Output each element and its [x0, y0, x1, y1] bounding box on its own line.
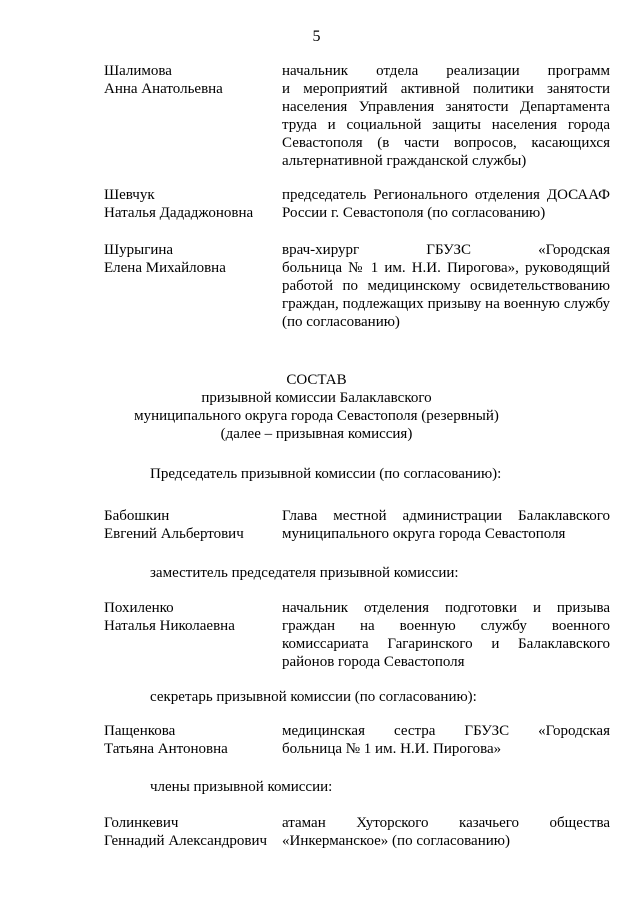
member-surname: Бабошкин	[104, 508, 170, 524]
role-line: медицинская сестра ГБУЗС «Городская	[282, 723, 610, 739]
role-line: председатель Регионального отделения ДОСААФ	[282, 187, 610, 203]
role-line: начальник отдела реализации программ	[282, 63, 610, 79]
member-name	[104, 507, 279, 543]
member-name	[104, 722, 279, 758]
member-role	[282, 241, 610, 331]
heading-line: муниципального округа города Севастополя (резервный)	[134, 408, 499, 424]
member-given-names: Татьяна Антоновна	[104, 741, 228, 757]
role-line: населения Управления занятости Департамента	[282, 99, 610, 115]
member-surname: Похиленко	[104, 600, 174, 616]
member-given-names: Геннадий Александрович	[104, 833, 268, 849]
role-line: районов города Севастополя	[282, 654, 465, 670]
chairman-label: Председатель призывной комиссии (по согласованию):	[150, 466, 502, 482]
member-name	[104, 814, 279, 850]
role-line: альтернативной гражданской службы)	[282, 153, 527, 169]
member-role	[282, 599, 610, 671]
member-surname: Шурыгина	[104, 242, 174, 258]
heading-line: (далее – призывная комиссия)	[220, 426, 413, 442]
role-line: Севастополя (в части вопросов, касающихся	[282, 135, 610, 151]
member-role	[282, 814, 610, 850]
role-line: (по согласованию)	[282, 314, 400, 330]
member-given-names: Наталья Николаевна	[104, 618, 235, 634]
heading-title: СОСТАВ	[286, 372, 347, 388]
member-given-names: Елена Михайловна	[104, 260, 226, 276]
role-line: Глава местной администрации Балаклавского	[282, 508, 610, 524]
member-given-names: Анна Анатольевна	[104, 81, 223, 97]
role-line: граждан на военную службу военного	[282, 618, 610, 634]
member-surname: Шалимова	[104, 63, 172, 79]
role-line: работой по медицинскому освидетельствованию	[282, 278, 610, 294]
member-given-names: Евгений Альбертович	[104, 526, 244, 542]
role-line: больница № 1 им. Н.И. Пирогова»	[282, 741, 502, 757]
member-surname: Голинкевич	[104, 815, 179, 831]
page-number: 5	[312, 28, 321, 45]
role-line: больница № 1 им. Н.И. Пирогова», руководящий	[282, 260, 610, 276]
role-line: врач-хирург ГБУЗС «Городская	[282, 242, 610, 258]
member-role	[282, 507, 610, 543]
secretary-label: секретарь призывной комиссии (по согласованию):	[150, 689, 477, 705]
role-line: и мероприятий активной политики занятости	[282, 81, 610, 97]
member-role	[282, 62, 610, 170]
composition-heading	[0, 371, 633, 443]
role-line: «Инкерманское» (по согласованию)	[282, 833, 510, 849]
member-role	[282, 722, 610, 758]
member-name	[104, 599, 279, 635]
member-surname: Пащенкова	[104, 723, 176, 739]
role-line: граждан, подлежащих призыву на военную службу	[282, 296, 610, 312]
members-label: члены призывной комиссии:	[150, 779, 333, 795]
member-given-names: Наталья Дададжоновна	[104, 205, 254, 221]
role-line: комиссариата Гагаринского и Балаклавского	[282, 636, 610, 652]
member-name	[104, 241, 279, 277]
deputy-label: заместитель председателя призывной комиссии:	[150, 565, 459, 581]
role-line: атаман Хуторского казачьего общества	[282, 815, 610, 831]
member-surname: Шевчук	[104, 187, 155, 203]
member-name	[104, 186, 279, 222]
role-line: России г. Севастополя (по согласованию)	[282, 205, 546, 221]
member-name	[104, 62, 279, 98]
role-line: начальник отделения подготовки и призыва	[282, 600, 610, 616]
role-line: муниципального округа города Севастополя	[282, 526, 566, 542]
member-role	[282, 186, 610, 222]
role-line: труда и социальной защиты населения города	[282, 117, 610, 133]
heading-line: призывной комиссии Балаклавского	[201, 390, 432, 406]
